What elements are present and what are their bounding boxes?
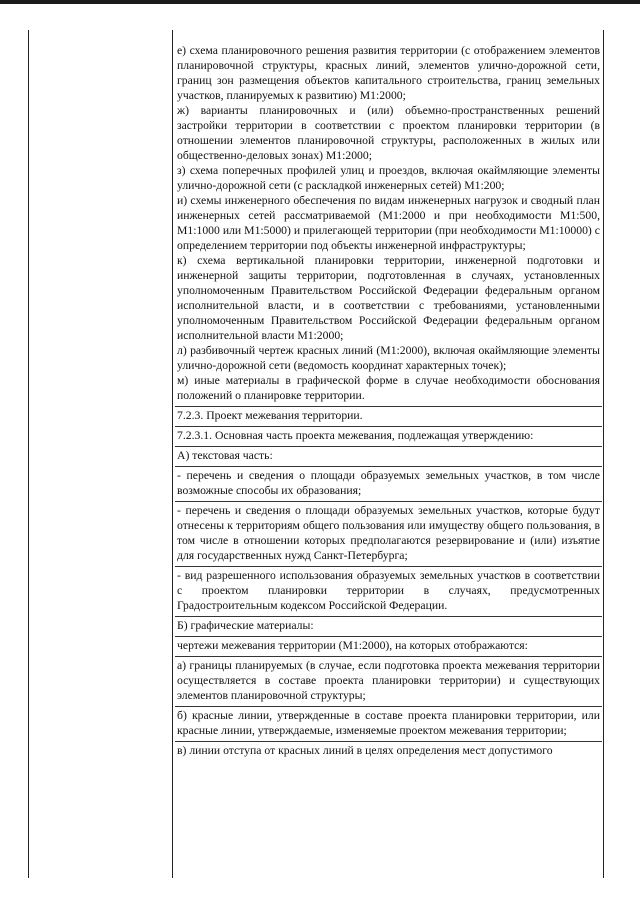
table-row (175, 427, 602, 447)
table-row (175, 657, 602, 707)
paragraph: л) разбивочный чертеж красных линий (М1:2000), включая окаймляющие элементы улично-дорожной сети (ведомость координат характерных точек); (177, 344, 600, 372)
paragraph: м) иные материалы в графической форме в случае необходимости обоснования положений о планировке территории. (177, 374, 600, 402)
paragraph: в) линии отступа от красных линий в целях определения мест допустимого (177, 744, 553, 757)
paragraph: к) схема вертикальной планировки территории, инженерной подготовки и инженерной защиты территории, подготовленная в случаях, установленных уполномоченным Правительством Российской Федерации федеральным органом исполнительной власти, и в соответствии с требованиями, установленными уполномоченным Правительством Российской Федерации федеральным органом исполнительной власти М1:2000; (177, 254, 600, 342)
paragraph: Б) графические материалы: (177, 619, 314, 632)
paragraph: а) границы планируемых (в случае, если подготовка проекта межевания территории осуществляется в составе проекта планировки территории) и существующих элементов планировочной структуры; (177, 659, 600, 702)
table-row (175, 502, 602, 567)
paragraph: 7.2.3. Проект межевания территории. (177, 409, 363, 422)
table-row (175, 707, 602, 742)
paragraph: ж) варианты планировочных и (или) объемно-пространственных решений застройки территории в соответствии с проектом планировки территории (в отношении элементов планировочной структуры, расположенных в жилых или общественно-деловых зонах) М1:2000; (177, 104, 600, 162)
paragraph: и) схемы инженерного обеспечения по видам инженерных нагрузок и сводный план инженерных сетей рассматриваемой (М1:2000 и при необходимости М1:500, М1:1000 или М1:5000) и прилегающей территории (при необходимости М1:10000) с определением территории под объекты инженерной инфраструктуры; (177, 194, 600, 252)
table-row (175, 42, 602, 407)
top-border-bar (0, 0, 640, 4)
table-row (175, 447, 602, 467)
table-row (175, 637, 602, 657)
paragraph: з) схема поперечных профилей улиц и проездов, включая окаймляющие элементы улично-дорожной сети (с раскладкой инженерных сетей) М1:200; (177, 164, 600, 192)
paragraph: 7.2.3.1. Основная часть проекта межевания, подлежащая утверждению: (177, 429, 534, 442)
table-left-border (28, 30, 29, 878)
table-row (175, 617, 602, 637)
paragraph: чертежи межевания территории (М1:2000), на которых отображаются: (177, 639, 528, 652)
table-right-border (603, 30, 604, 878)
table-content-column (175, 42, 602, 761)
paragraph: е) схема планировочного решения развития территории (с отображением элементов планировочной структуры, красных линий, элементов улично-дорожной сети, границ зон размещения объектов капитального строительства, границ земельных участков, планируемых к развитию) М1:2000; (177, 44, 600, 102)
table-row (175, 567, 602, 617)
paragraph: - перечень и сведения о площади образуемых земельных участков, которые будут отнесены к территориям общего пользования или имуществу общего пользования, в том числе в отношении которых предполагаются резервирование и (или) изъятие для государственных нужд Санкт-Петербурга; (177, 504, 600, 562)
paragraph: - вид разрешенного использования образуемых земельных участков в соответствии с проектом планировки территории в случаях, предусмотренных Градостроительным кодексом Российской Федерации. (177, 569, 600, 612)
paragraph: - перечень и сведения о площади образуемых земельных участков, в том числе возможные способы их образования; (177, 469, 600, 497)
table-row (175, 742, 602, 761)
document-table (28, 30, 604, 878)
paragraph: б) красные линии, утвержденные в составе проекта планировки территории, или красные линии, утверждаемые, изменяемые проектом межевания территории; (177, 709, 600, 737)
table-row (175, 467, 602, 502)
table-column-divider (172, 30, 173, 878)
table-row (175, 407, 602, 427)
paragraph: А) текстовая часть: (177, 449, 273, 462)
